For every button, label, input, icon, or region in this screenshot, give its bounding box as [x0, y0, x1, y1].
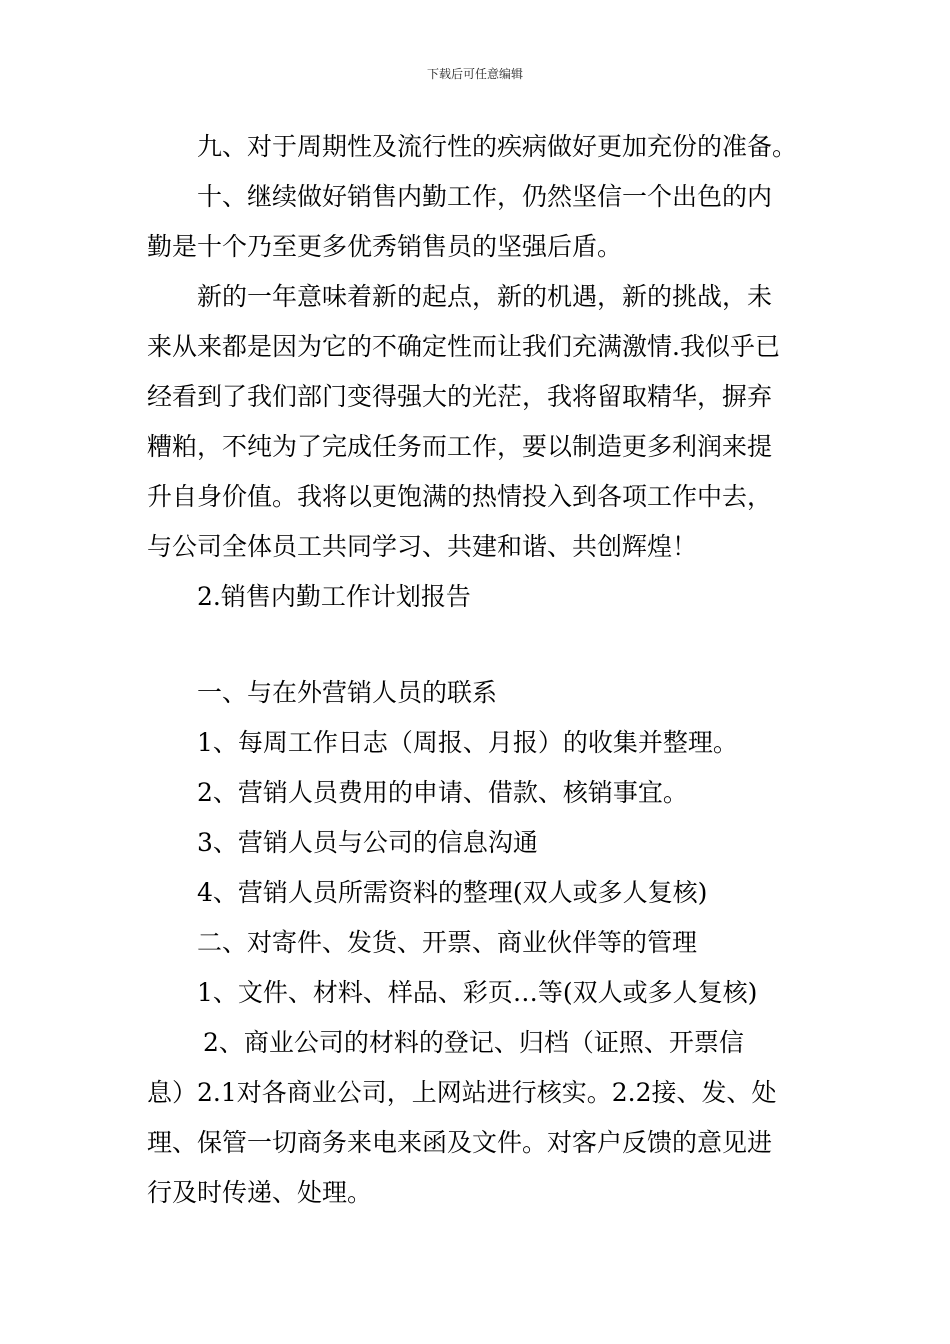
paragraph-line: 息）2.1对各商业公司，上网站进行核实。2.2接、发、处: [147, 1078, 777, 1107]
paragraph-item-9: 九、对于周期性及流行性的疾病做好更加充份的准备。: [197, 132, 798, 161]
list-item: 1、文件、材料、样品、彩页…等(双人或多人复核): [197, 978, 758, 1007]
paragraph-new-year: 新的一年意味着新的起点，新的机遇，新的挑战，未: [197, 282, 773, 311]
paragraph-line: 经看到了我们部门变得强大的光茫，我将留取精华，摒弃: [147, 382, 773, 411]
section-heading-1: 一、与在外营销人员的联系: [197, 678, 498, 707]
list-item: 4、营销人员所需资料的整理(双人或多人复核): [197, 878, 708, 907]
paragraph-line: 升自身价值。我将以更饱满的热情投入到各项工作中去，: [147, 482, 773, 511]
list-item: 3、营销人员与公司的信息沟通: [197, 828, 538, 857]
paragraph-line: 理、保管一切商务来电来函及文件。对客户反馈的意见进: [147, 1128, 773, 1157]
page-header-note: 下载后可任意编辑: [426, 67, 523, 81]
document-body: [147, 122, 807, 1218]
paragraph-line: 勤是十个乃至更多优秀销售员的坚强后盾。: [147, 232, 623, 261]
section-title: 2.销售内勤工作计划报告: [197, 582, 471, 611]
paragraph-line: 行及时传递、处理。: [147, 1178, 373, 1207]
paragraph-line: 糟粕，不纯为了完成任务而工作，要以制造更多利润来提: [147, 432, 773, 461]
paragraph-item-10: [147, 172, 807, 222]
list-item: 2、商业公司的材料的登记、归档（证照、开票信: [203, 1028, 744, 1057]
paragraph-line: 来从来都是因为它的不确定性而让我们充满激情.我似乎已: [147, 332, 780, 361]
list-item: 1、每周工作日志（周报、月报）的收集并整理。: [197, 728, 738, 757]
section-heading-2: 二、对寄件、发货、开票、商业伙伴等的管理: [197, 928, 698, 957]
paragraph-line: 十、继续做好销售内勤工作，仍然坚信一个出色的内: [197, 182, 773, 211]
blank-space: [147, 622, 807, 668]
paragraph-line: 与公司全体员工共同学习、共建和谐、共创辉煌！: [147, 532, 698, 561]
list-item: 2、营销人员费用的申请、借款、核销事宜。: [197, 778, 688, 807]
